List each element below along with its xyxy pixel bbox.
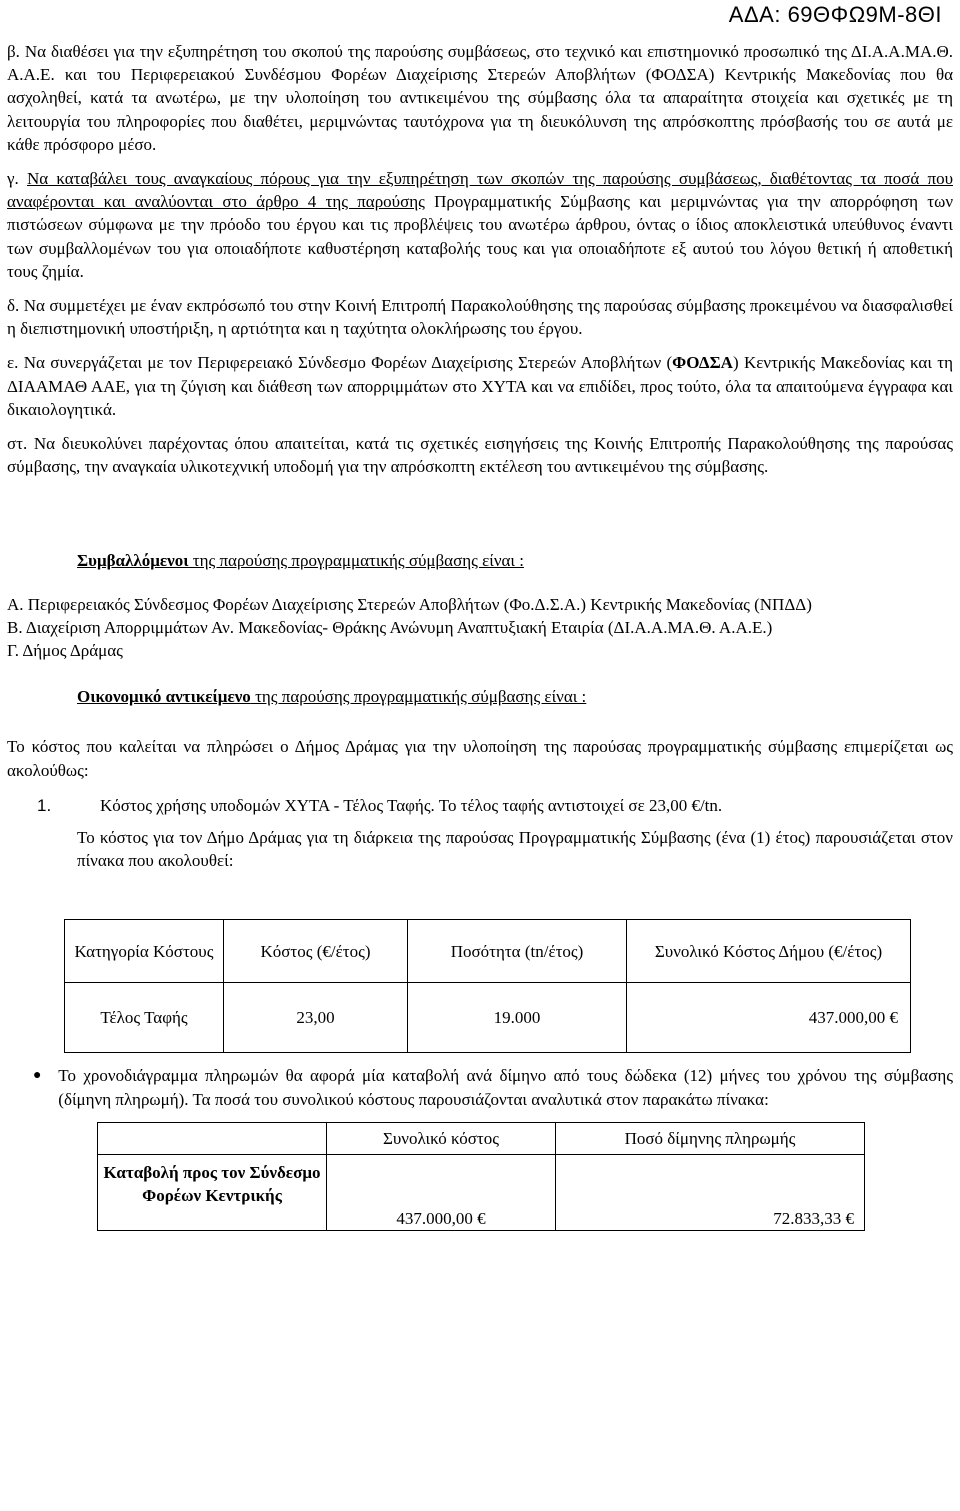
object-heading-rest: της παρούσης προγραμματικής σύμβασης είναι : [250, 687, 587, 707]
payment-table [97, 1122, 865, 1231]
object-heading-bold: Οικονομικό αντικείμενο [77, 687, 251, 707]
table-cell: 437.000,00 € [627, 983, 911, 1053]
table-cell: Τέλος Ταφής [65, 983, 224, 1053]
parties-heading-bold: Συμβαλλόμενοι [77, 551, 189, 571]
bullet-item [7, 1064, 953, 1110]
table-header-cell: Συνολικό κόστος [327, 1122, 556, 1154]
parties-heading-rest: της παρούσης προγραμματικής σύμβασης είναι : [188, 551, 524, 571]
paragraph-e [7, 351, 953, 421]
paragraph-g-underlined: Να καταβάλει τους αναγκαίους πόρους για την εξυπηρέτηση των σκοπών της παρούσης συμβάσεως, διαθέτοντας τα ποσά που αναφέρονται και αναλύονται στο άρθρο 4 της παρούσης [7, 169, 954, 212]
list-item-number: 1. [37, 795, 52, 815]
table-header-cell: Κόστος (€/έτος) [224, 920, 408, 983]
table-cell: 23,00 [224, 983, 408, 1053]
parties-heading [77, 549, 953, 572]
paragraph-e-bold: ΦΟΔΣΑ [672, 353, 733, 373]
table-cell: 72.833,33 € [556, 1154, 865, 1230]
table-row-label: Καταβολή προς τον Σύνδεσμο Φορέων Κεντρικής [98, 1154, 327, 1230]
table-header-row [98, 1122, 865, 1154]
table-header-cell: Συνολικό Κόστος Δήμου (€/έτος) [627, 920, 911, 983]
paragraph-e-part1: ε. Να συνεργάζεται με τον Περιφερειακό Σύνδεσμο Φορέων Διαχείρισης Στερεών Αποβλήτων ( [7, 353, 673, 373]
table-cell: 19.000 [408, 983, 627, 1053]
paragraph-d: δ. Να συμμετέχει με έναν εκπρόσωπό του στην Κοινή Επιτροπή Παρακολούθησης της παρούσας σύμβασης προκειμένου να διασφαλισθεί η διεπιστημονική υποστήριξη, η αρτιότητα και η ταχύτητα ολοκλήρωσης του έργου. [7, 296, 953, 339]
party-b: Β. Διαχείριση Απορριμμάτων Αν. Μακεδονίας- Θράκης Ανώνυμη Αναπτυξιακή Εταιρία (ΔΙ.Α.Α.ΜΑ.Θ. Α.Α.Ε.) [7, 617, 773, 637]
paragraph-g-rest: Προγραμματικής Σύμβασης και μεριμνώντας για την απορρόφηση των πιστώσεων σύμφωνα με την πρόοδο του έργου και τις προβλέψεις του ανωτέρω άρθρου, όντας ο ίδιος αποκλειστικά υπεύθυνος έναντι των συμβαλλομένων του για οποιαδήποτε καθυστέρηση καταβολής τους και για οποιαδήποτε εξ αυτού του λόγου θετική ή αποθετική τους ζημία. [7, 192, 954, 281]
ada-code: ΑΔΑ: 69ΘΦΩ9Μ-8ΘΙ [728, 2, 942, 27]
table-header-cell: Ποσότητα (tn/έτος) [408, 920, 627, 983]
bullet-icon: ● [33, 1068, 42, 1084]
document-page [7, 40, 953, 1231]
item1-detail: Το κόστος για τον Δήμο Δράμας για τη διάρκεια της παρούσας Προγραμματικής Σύμβασης (ένα (1) έτος) παρουσιάζεται στον πίνακα που ακολουθεί: [77, 828, 953, 871]
bullet-text: Το χρονοδιάγραμμα πληρωμών θα αφορά μία καταβολή ανά δίμηνο από τους δώδεκα (12) μήνες του χρόνου της σύμβασης (δίμηνη πληρωμή). Τα ποσά του συνολικού κόστους παρουσιάζονται αναλυτικά στον παρακάτω πίνακα: [58, 1066, 953, 1109]
paragraph-g [7, 167, 953, 283]
table-header-row [65, 920, 911, 983]
object-heading [77, 685, 953, 708]
table-cell: 437.000,00 € [327, 1154, 556, 1230]
table-row [98, 1154, 865, 1230]
table-header-cell [98, 1122, 327, 1154]
paragraph-b: β. Να διαθέσει για την εξυπηρέτηση του σκοπού της παρούσης συμβάσεως, στο τεχνικό και επιστημονικό προσωπικό της ΔΙ.Α.Α.ΜΑ.Θ. Α.Α.Ε. και του Περιφερειακού Συνδέσμου Φορέων Διαχείρισης Στερεών Αποβλήτων (ΦΟΔΣΑ) Κεντρικής Μακεδονίας που θα ασχοληθεί, κατά τα ανωτέρω, με την υλοποίηση του αντικειμένου της σύμβασης όλα τα απαραίτητα στοιχεία και σχετικές με τη λειτουργία του πληροφορίες που διαθέτει, μεριμνώντας ταυτόχρονα για τη διευκόλυνση της απρόσκοπτης πρόσβασής του σε αυτά με κάθε πρόσφορο μέσο. [7, 42, 953, 154]
party-c: Γ. Δήμος Δράμας [7, 641, 123, 661]
paragraph-st: στ. Να διευκολύνει παρέχοντας όπου απαιτείται, κατά τις σχετικές εισηγήσεις της Κοινής Επιτροπής Παρακολούθησης της παρούσας σύμβασης, την αναγκαία υλικοτεχνική υποδομή για την απρόσκοπτη εκτέλεση του αντικειμένου της σύμβασης. [7, 434, 953, 477]
list-item-text: Κόστος χρήσης υποδομών ΧΥΤΑ - Τέλος Ταφής. Το τέλος ταφής αντιστοιχεί σε 23,00 €/tn. [100, 795, 723, 815]
list-item [7, 794, 953, 817]
table-header-cell: Κατηγορία Κόστους [65, 920, 224, 983]
paragraph-e-part2: ) Κεντρικής Μακεδονίας και τη ΔΙΑΑΜΑΘ ΑΑΕ, για τη ζύγιση και διάθεση των απορριμμάτων στο ΧΥΤΑ και να επιδίδει, προς τούτο, όλα τα απαιτούμενα έγγραφα και δικαιολογητικά. [7, 353, 953, 419]
party-a: Α. Περιφερειακός Σύνδεσμος Φορέων Διαχείρισης Στερεών Αποβλήτων (Φο.Δ.Σ.Α.) Κεντρικής Μακεδονίας (ΝΠΔΔ) [7, 594, 812, 614]
cost-table [64, 919, 911, 1053]
table-row [65, 983, 911, 1053]
table-header-cell: Ποσό δίμηνης πληρωμής [556, 1122, 865, 1154]
paragraph-g-prefix: γ. [7, 169, 27, 189]
cost-intro: Το κόστος που καλείται να πληρώσει ο Δήμος Δράμας για την υλοποίηση της παρούσας προγραμματικής σύμβασης επιμερίζεται ως ακολούθως: [7, 737, 953, 780]
